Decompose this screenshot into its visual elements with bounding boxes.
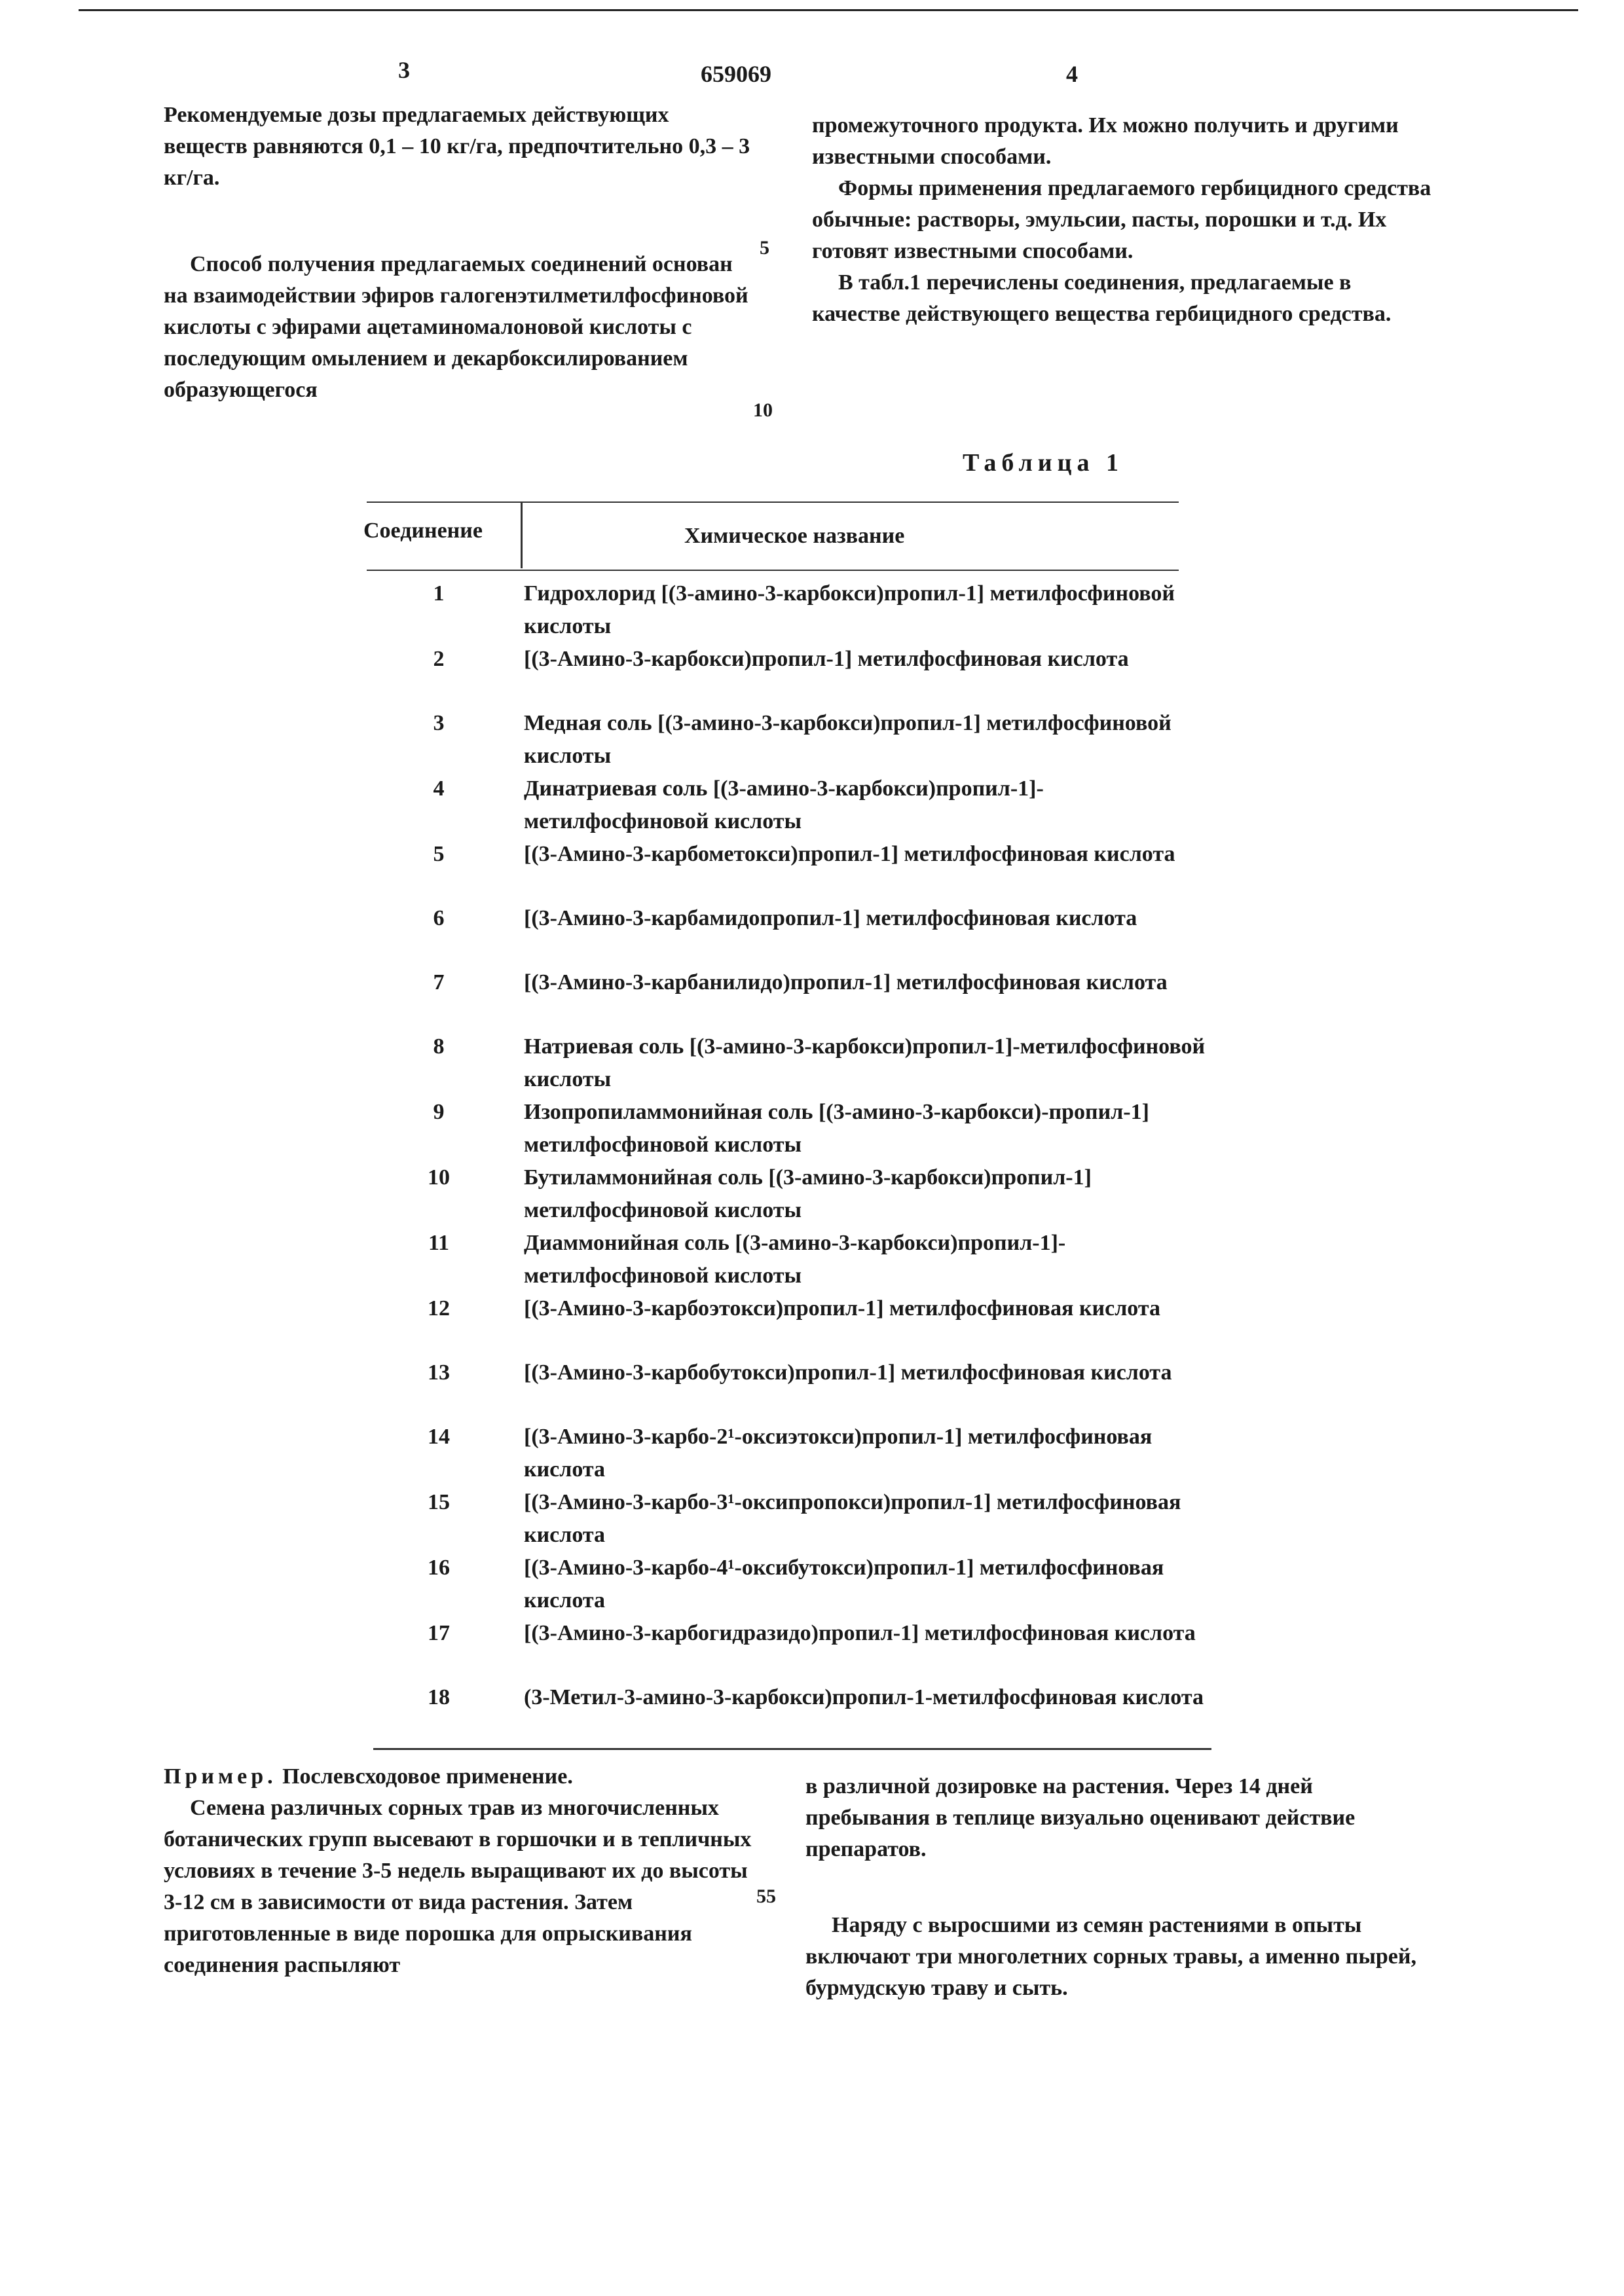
- table-row: [354, 966, 1225, 1030]
- left-paragraph-2: Способ получения предлагаемых соединений основан на взаимодействии эфиров галогенэтилметилфосфиновой кислоты с эфирами ацетаминомалоновой кислоты с последующим омылением и декарбоксилированием образующегося: [164, 252, 748, 402]
- compound-number: 18: [428, 1685, 450, 1709]
- compound-name: Изопропиламмонийная соль [(3-амино-3-карбокси)-пропил-1] метилфосфиновой кислоты: [524, 1100, 1149, 1157]
- compound-number: 5: [433, 842, 445, 866]
- bottom-left-column: [164, 1761, 753, 1981]
- compound-number: 10: [428, 1165, 450, 1190]
- compound-number: 11: [428, 1231, 450, 1255]
- compound-number: 16: [428, 1556, 450, 1580]
- compound-name: [(3-Амино-3-карбо-4¹-оксибутокси)пропил-1] метилфосфиновая кислота: [524, 1556, 1164, 1613]
- table-row: [354, 707, 1225, 773]
- table-row: [354, 577, 1225, 643]
- compound-name: [(3-Амино-3-карбометокси)пропил-1] метилфосфиновая кислота: [524, 842, 1175, 866]
- compounds-table: [354, 577, 1225, 1745]
- compound-number: 4: [433, 776, 445, 801]
- column-header-compound: Соединение: [363, 519, 483, 543]
- left-paragraph-1: Рекомендуемые дозы предлагаемых действующих веществ равняются 0,1 – 10 кг/га, предпочтительно 0,3 – 3 кг/га.: [164, 103, 750, 190]
- top-rule: [79, 9, 1578, 11]
- patent-number: 659069: [701, 61, 771, 87]
- table-row: [354, 1030, 1225, 1096]
- table-row: [354, 1227, 1225, 1292]
- table-row: [354, 643, 1225, 707]
- compound-name: (3-Метил-3-амино-3-карбокси)пропил-1-метилфосфиновая кислота: [524, 1685, 1204, 1709]
- compound-name: [(3-Амино-3-карбокси)пропил-1] метилфосфиновая кислота: [524, 647, 1129, 671]
- compound-name: Бутиламмонийная соль [(3-амино-3-карбокси)пропил-1] метилфосфиновой кислоты: [524, 1165, 1092, 1222]
- right-column: [812, 110, 1441, 330]
- table-row: [354, 1161, 1225, 1227]
- table-row: [354, 1681, 1225, 1745]
- table-header-rule: [367, 570, 1179, 571]
- compound-name: [(3-Амино-3-карбо-2¹-оксиэтокси)пропил-1] метилфосфиновая кислота: [524, 1425, 1153, 1482]
- line-number-55: 55: [756, 1886, 776, 1907]
- compound-number: 9: [433, 1100, 445, 1124]
- bottom-right-column: [805, 1771, 1434, 2004]
- right-paragraph-3: В табл.1 перечислены соединения, предлагаемые в качестве действующего вещества гербицидного средства.: [812, 270, 1392, 326]
- table-row: [354, 902, 1225, 966]
- compound-name: [(3-Амино-3-карбоэтокси)пропил-1] метилфосфиновая кислота: [524, 1296, 1160, 1321]
- table-row: [354, 1486, 1225, 1552]
- compound-number: 1: [433, 581, 445, 606]
- table-row: [354, 1357, 1225, 1421]
- right-paragraph-2: Формы применения предлагаемого гербицидного средства обычные: растворы, эмульсии, пасты, порошки и т.д. Их готовят известными способами.: [812, 176, 1431, 263]
- compound-number: 6: [433, 906, 445, 930]
- compound-number: 2: [433, 647, 445, 671]
- line-number-10: 10: [753, 399, 773, 421]
- compound-name: Диаммонийная соль [(3-амино-3-карбокси)пропил-1]-метилфосфиновой кислоты: [524, 1231, 1066, 1288]
- bottom-left-paragraph: Семена различных сорных трав из многочисленных ботанических групп высевают в горшочки и в тепличных условиях в течение 3-5 недель выращивают их до высоты 3-12 см в зависимости от вида растения. Затем приготовленные в виде порошка для опрыскивания соединения распыляют: [164, 1796, 752, 1977]
- table-row: [354, 1292, 1225, 1357]
- table-top-rule: [367, 501, 1179, 503]
- example-title: Послевсходовое применение.: [282, 1764, 573, 1789]
- table-row: [354, 1421, 1225, 1486]
- bottom-right-paragraph-1: в различной дозировке на растения. Через 14 дней пребывания в теплице визуально оценивают действие препаратов.: [805, 1774, 1356, 1861]
- table-row: [354, 1096, 1225, 1161]
- page-number-right: 4: [1066, 61, 1078, 87]
- line-number-5: 5: [760, 237, 769, 259]
- compound-number: 17: [428, 1621, 450, 1645]
- compound-number: 14: [428, 1425, 450, 1449]
- compound-name: Медная соль [(3-амино-3-карбокси)пропил-1] метилфосфиновой кислоты: [524, 711, 1172, 768]
- table-row: [354, 1552, 1225, 1617]
- left-column-2: [164, 249, 753, 406]
- compound-name: Натриевая соль [(3-амино-3-карбокси)пропил-1]-метилфосфиновой кислоты: [524, 1034, 1206, 1091]
- compound-number: 12: [428, 1296, 450, 1321]
- compound-name: [(3-Амино-3-карбобутокси)пропил-1] метилфосфиновая кислота: [524, 1360, 1172, 1385]
- table-row: [354, 1617, 1225, 1681]
- table-header-separator: [521, 503, 523, 568]
- table-bottom-rule: [373, 1748, 1211, 1750]
- example-label: Пример.: [164, 1764, 277, 1789]
- bottom-right-paragraph-2: Наряду с выросшими из семян растениями в опыты включают три многолетних сорных травы, а именно пырей, бурмудскую траву и сыть.: [805, 1913, 1416, 2000]
- table-row: [354, 773, 1225, 838]
- table-row: [354, 838, 1225, 902]
- column-header-name: Химическое название: [684, 524, 905, 548]
- compound-name: [(3-Амино-3-карбамидопропил-1] метилфосфиновая кислота: [524, 906, 1137, 930]
- compound-name: Гидрохлорид [(3-амино-3-карбокси)пропил-1] метилфосфиновой кислоты: [524, 581, 1175, 638]
- compound-name: [(3-Амино-3-карбогидразидо)пропил-1] метилфосфиновая кислота: [524, 1621, 1196, 1645]
- page-number-left: 3: [398, 57, 410, 83]
- compound-name: Динатриевая соль [(3-амино-3-карбокси)пропил-1]-метилфосфиновой кислоты: [524, 776, 1044, 833]
- right-paragraph-1: промежуточного продукта. Их можно получить и другими известными способами.: [812, 113, 1399, 169]
- compound-number: 7: [433, 970, 445, 994]
- compound-name: [(3-Амино-3-карбанилидо)пропил-1] метилфосфиновая кислота: [524, 970, 1168, 994]
- compound-number: 15: [428, 1490, 450, 1514]
- compound-number: 3: [433, 711, 445, 735]
- table-caption: Таблица 1: [963, 449, 1124, 477]
- compound-name: [(3-Амино-3-карбо-3¹-оксипропокси)пропил-1] метилфосфиновая кислота: [524, 1490, 1181, 1547]
- compound-number: 8: [433, 1034, 445, 1059]
- compound-number: 13: [428, 1360, 450, 1385]
- left-column: [164, 100, 753, 194]
